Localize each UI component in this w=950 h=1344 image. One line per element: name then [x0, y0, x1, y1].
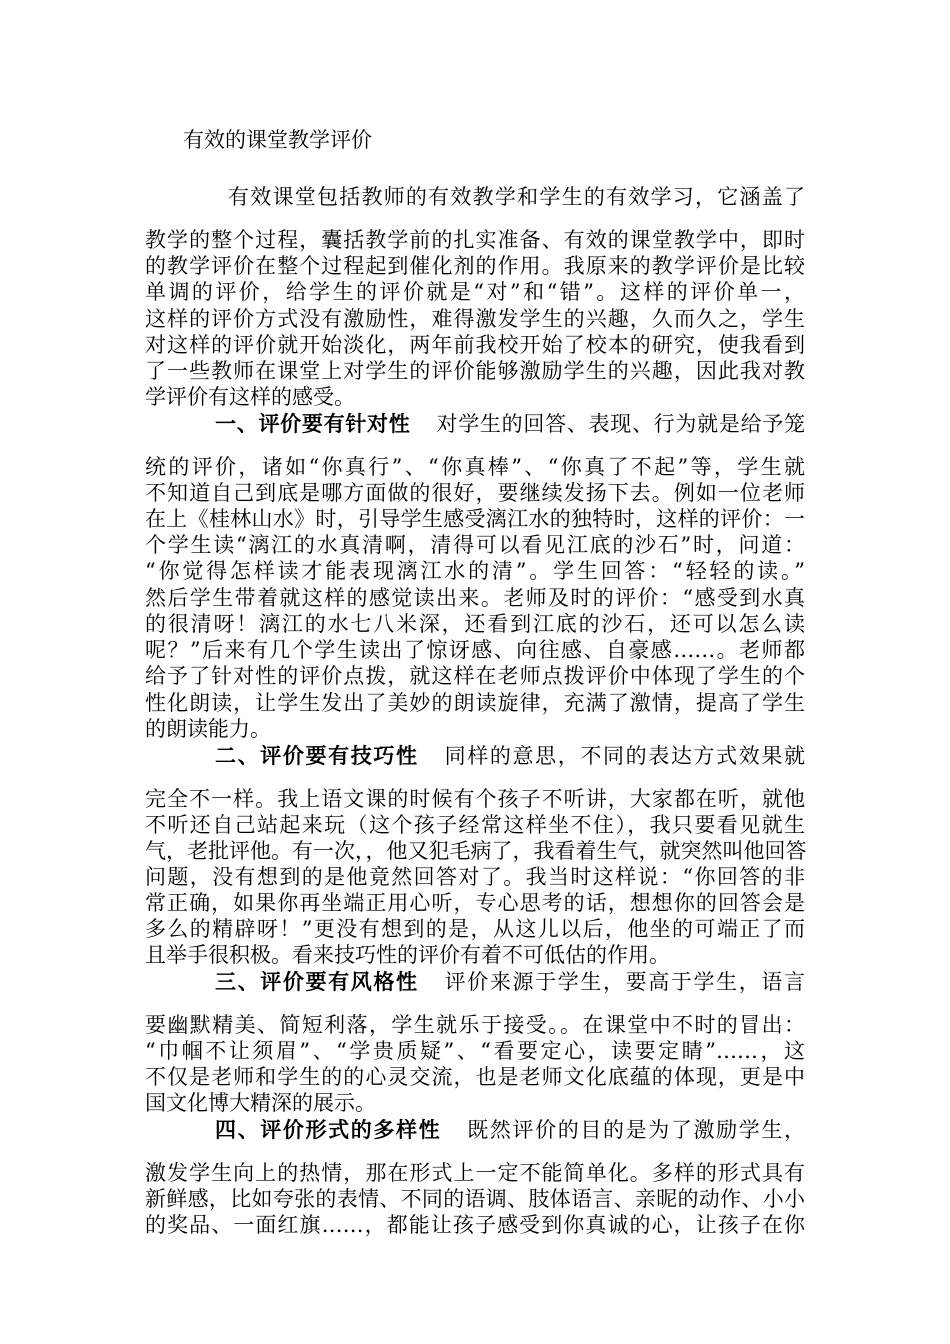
- intro-line: 教学的整个过程，囊括教学前的扎实准备、有效的课堂教学中，即时: [145, 228, 805, 252]
- section-4-heading: 四、评价形式的多样性: [215, 1118, 442, 1142]
- section-2-line: 问题，没有想到的是他竟然回答对了。我当时这样说：“你回答的非: [145, 865, 805, 889]
- intro-line: 单调的评价，给学生的评价就是“对”和“错”。这样的评价单一，: [145, 280, 805, 304]
- section-3-first-text: 评价来源于学生，要高于学生，语言: [444, 970, 805, 994]
- section-2-line: 不听还自己站起来玩（这个孩子经常这样坐不住），我只要看见就生: [145, 813, 805, 837]
- intro-line: 了一些教师在课堂上对学生的评价能够激励学生的兴趣，因此我对教: [145, 359, 805, 383]
- section-2-heading: 二、评价要有技巧性: [215, 744, 419, 768]
- section-4-line: 新鲜感，比如夸张的表情、不同的语调、肢体语言、亲昵的动作、小小: [145, 1187, 805, 1211]
- section-2-first-text: 同样的意思，不同的表达方式效果就: [444, 744, 805, 768]
- section-1-line: 个学生读“漓江的水真清啊，清得可以看见江底的沙石”时，问道：: [145, 533, 805, 557]
- section-3-line: 不仅是老师和学生的的心灵交流，也是老师文化底蕴的体现，更是中: [145, 1065, 805, 1089]
- section-1-heading: 一、评价要有针对性: [215, 412, 411, 436]
- section-1-line: 性化朗读，让学生发出了美妙的朗读旋律，充满了激情，提高了学生: [145, 691, 805, 715]
- section-1-line: 的朗读能力。: [145, 717, 271, 741]
- intro-first-line: 有效课堂包括教师的有效教学和学生的有效学习，它涵盖了: [228, 185, 805, 209]
- section-2-line: 常正确，如果你再坐端正用心听，专心思考的话，想想你的回答会是: [145, 891, 805, 915]
- section-1-line: 的很清呀！漓江的水七八米深，还看到江底的沙石，还可以怎么读: [145, 612, 805, 636]
- section-1-line: 给予了针对性的评价点拨，就这样在老师点拨评价中体现了学生的个: [145, 664, 805, 688]
- section-4-line: 激发学生向上的热情，那在形式上一定不能简单化。多样的形式具有: [145, 1161, 805, 1185]
- section-1-first-line: [215, 410, 805, 438]
- intro-line: 学评价有这样的感受。: [145, 385, 355, 409]
- section-2-line: 多么的精辟呀！”更没有想到的是，从这儿以后，他坐的可端正了而: [145, 917, 805, 941]
- section-2-line: 完全不一样。我上语文课的时候有个孩子不听讲，大家都在听，就他: [145, 787, 805, 811]
- section-1-line: 不知道自己到底是哪方面做的很好，要继续发扬下去。例如一位老师: [145, 481, 805, 505]
- section-4-first-line: [215, 1116, 805, 1144]
- intro-line: 对这样的评价就开始淡化，两年前我校开始了校本的研究，使我看到: [145, 333, 805, 357]
- section-4-line: 的奖品、一面红旗……，都能让孩子感受到你真诚的心，让孩子在你: [145, 1213, 805, 1237]
- intro-line: 这样的评价方式没有激励性，难得激发学生的兴趣，久而久之，学生: [145, 307, 805, 331]
- section-2-line: 气，老批评他。有一次，，他又犯毛病了，我看着生气，就突然叫他回答: [145, 839, 807, 863]
- section-2-first-line: [215, 742, 805, 770]
- section-1-line: 然后学生带着就这样的感觉读出来。老师及时的评价：“感受到水真: [145, 586, 805, 610]
- section-1-line: 在上《桂林山水》时，引导学生感受漓江水的独特时，这样的评价：一: [145, 507, 805, 531]
- section-2-line: 且举手很积极。看来技巧性的评价有着不可低估的作用。: [145, 943, 670, 967]
- section-3-first-line: [215, 968, 805, 996]
- section-4-first-text: 既然评价的目的是为了激励学生，: [467, 1118, 805, 1142]
- section-1-line: “你觉得怎样读才能表现漓江水的清”。学生回答：“轻轻的读。”: [145, 559, 805, 583]
- section-3-heading: 三、评价要有风格性: [215, 970, 419, 994]
- section-3-line: 国文化博大精深的展示。: [145, 1091, 376, 1115]
- section-1-line: 呢？”后来有几个学生读出了惊讶感、向往感、自豪感……。老师都: [145, 638, 805, 662]
- section-1-line: 统的评价，诸如“你真行”、“你真棒”、“你真了不起”等，学生就: [145, 455, 805, 479]
- section-1-first-text: 对学生的回答、表现、行为就是给予笼: [436, 412, 806, 436]
- intro-line: 的教学评价在整个过程起到催化剂的作用。我原来的教学评价是比较: [145, 254, 805, 278]
- section-3-line: 要幽默精美、简短利落，学生就乐于接受。。在课堂中不时的冒出：: [145, 1013, 805, 1037]
- section-3-line: “巾帼不让须眉”、“学贵质疑”、“看要定心，读要定睛”……，这: [145, 1039, 805, 1063]
- document-title: 有效的课堂教学评价: [183, 128, 372, 152]
